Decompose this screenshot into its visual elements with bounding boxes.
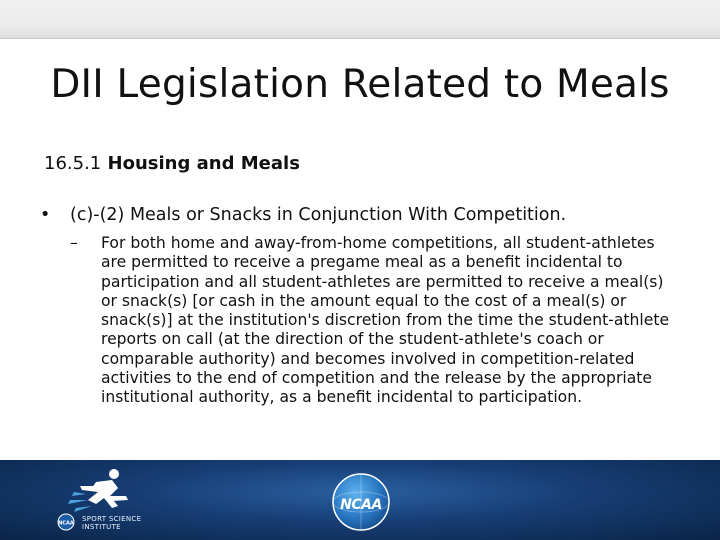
top-bar xyxy=(0,0,720,39)
sub-bullet-marker: – xyxy=(70,234,78,252)
slide-subtitle xyxy=(44,153,300,174)
ssi-wordmark xyxy=(82,516,141,531)
bullet-marker: • xyxy=(40,205,51,225)
ncaa-logo-text: NCAA xyxy=(340,497,382,513)
subtitle-text: Housing and Meals xyxy=(107,153,300,174)
sub-bullet-text: For both home and away-from-home competitions, all student-athletes are permitted to receive a pregame meal as a benefit incidental to participation and all student-athletes are permitted to receive a meal(s) or snack(s) [or cash in the amount equal to the cost of a meal(s) or snack(s)] at the institution's discretion from the time the student-athlete reports on call (at the direction of the student-athlete's coach or comparable authority) and becomes involved in competition-related activities to the end of competition and the release by the appropriate institutional authority, as a benefit incidental to participation. xyxy=(101,234,670,407)
subtitle-number: 16.5.1 xyxy=(44,153,102,174)
ssi-badge-text: NCAA xyxy=(58,520,74,527)
ssi-line-1: SPORT SCIENCE xyxy=(82,515,142,523)
slide-title: DII Legislation Related to Meals xyxy=(50,62,670,107)
bullet-text: (c)-(2) Meals or Snacks in Conjunction With Competition. xyxy=(70,205,567,225)
ssi-line-2: INSTITUTE xyxy=(82,522,121,531)
